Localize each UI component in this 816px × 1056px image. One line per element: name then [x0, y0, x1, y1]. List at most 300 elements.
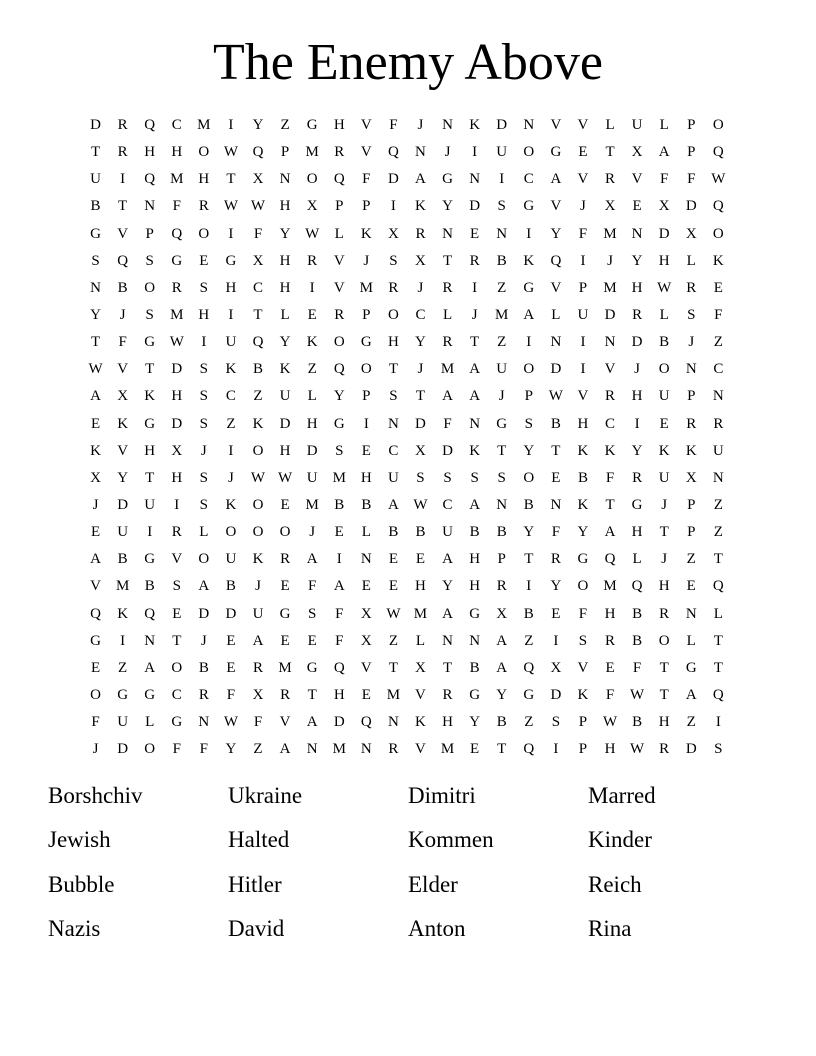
grid-letter: M: [278, 659, 292, 676]
grid-letter: S: [389, 388, 398, 405]
letter-grid: [82, 112, 732, 763]
grid-letter: X: [604, 198, 616, 215]
grid-letter: K: [415, 198, 426, 215]
grid-letter: J: [661, 551, 668, 568]
grid-letter: X: [252, 687, 264, 704]
grid-letter: L: [551, 307, 561, 324]
grid-letter: V: [577, 388, 589, 405]
grid-row: [82, 275, 732, 302]
word-list: [48, 778, 768, 955]
grid-letter: W: [223, 714, 239, 731]
grid-letter: Y: [577, 524, 589, 541]
grid-letter: D: [685, 198, 697, 215]
grid-letter: B: [388, 524, 399, 541]
grid-letter: I: [228, 117, 234, 134]
word-list-item: Elder: [408, 871, 458, 897]
grid-letter: I: [499, 171, 505, 188]
grid-letter: R: [388, 741, 399, 758]
grid-letter: I: [580, 252, 586, 269]
grid-letter: M: [305, 144, 319, 161]
grid-letter: X: [117, 388, 129, 405]
grid-letter: K: [252, 551, 264, 568]
grid-letter: E: [280, 497, 290, 514]
grid-letter: U: [496, 361, 508, 378]
grid-letter: M: [359, 279, 373, 296]
grid-letter: G: [523, 279, 535, 296]
grid-row: [82, 438, 732, 465]
grid-letter: V: [550, 117, 562, 134]
grid-letter: T: [659, 659, 669, 676]
grid-letter: S: [199, 415, 209, 432]
grid-letter: K: [577, 497, 589, 514]
grid-letter: H: [442, 714, 453, 731]
grid-letter: C: [605, 415, 616, 432]
grid-letter: Q: [523, 741, 535, 758]
grid-letter: C: [415, 307, 426, 324]
grid-letter: R: [496, 578, 507, 595]
grid-letter: N: [306, 741, 318, 758]
grid-letter: G: [171, 714, 183, 731]
grid-letter: Y: [333, 388, 345, 405]
grid-letter: E: [361, 578, 371, 595]
grid-letter: T: [551, 442, 561, 459]
grid-letter: O: [90, 687, 101, 704]
grid-letter: V: [333, 279, 345, 296]
grid-letter: G: [306, 117, 318, 134]
grid-letter: W: [278, 469, 293, 486]
grid-letter: Y: [252, 117, 264, 134]
word-list-item: Reich: [588, 871, 642, 897]
grid-letter: N: [279, 171, 291, 188]
grid-letter: S: [145, 307, 154, 324]
grid-letter: O: [252, 497, 264, 514]
grid-letter: R: [605, 171, 616, 188]
grid-letter: B: [523, 605, 534, 622]
grid-letter: X: [360, 632, 372, 649]
grid-letter: B: [550, 415, 561, 432]
grid-letter: C: [523, 171, 534, 188]
grid-letter: D: [279, 415, 291, 432]
grid-letter: T: [90, 144, 101, 161]
grid-letter: J: [200, 632, 207, 649]
grid-letter: N: [523, 117, 535, 134]
grid-letter: Y: [442, 198, 453, 215]
grid-letter: U: [90, 171, 101, 188]
grid-letter: D: [631, 334, 643, 351]
grid-letter: Q: [333, 659, 345, 676]
grid-letter: U: [144, 497, 156, 514]
grid-letter: Y: [415, 334, 426, 351]
grid-letter: N: [144, 198, 156, 215]
grid-letter: V: [604, 361, 616, 378]
grid-letter: U: [387, 469, 399, 486]
grid-letter: E: [415, 551, 426, 568]
grid-letter: T: [388, 361, 398, 378]
grid-letter: R: [334, 307, 345, 324]
grid-letter: U: [252, 605, 264, 622]
grid-letter: O: [360, 361, 372, 378]
grid-letter: A: [496, 659, 508, 676]
grid-letter: S: [307, 605, 317, 622]
grid-letter: Z: [226, 415, 236, 432]
grid-row: [82, 519, 732, 546]
grid-letter: T: [226, 171, 236, 188]
grid-letter: E: [578, 144, 588, 161]
grid-letter: M: [440, 741, 455, 758]
grid-letter: K: [685, 442, 697, 459]
grid-letter: G: [90, 225, 101, 242]
grid-letter: T: [470, 334, 480, 351]
grid-letter: A: [198, 578, 210, 595]
grid-letter: A: [252, 632, 264, 649]
grid-letter: L: [199, 524, 209, 541]
grid-letter: E: [334, 524, 344, 541]
grid-letter: N: [415, 144, 426, 161]
grid-letter: V: [279, 714, 291, 731]
grid-letter: A: [469, 497, 481, 514]
grid-letter: T: [605, 497, 615, 514]
grid-letter: J: [92, 741, 99, 758]
grid-letter: E: [280, 578, 290, 595]
grid-letter: N: [685, 605, 697, 622]
grid-letter: I: [147, 524, 153, 541]
grid-letter: E: [361, 442, 371, 459]
grid-letter: Y: [225, 741, 237, 758]
grid-letter: S: [416, 469, 425, 486]
word-list-item: David: [228, 915, 285, 941]
grid-letter: X: [415, 659, 426, 676]
grid-letter: A: [279, 741, 291, 758]
grid-letter: S: [578, 632, 588, 649]
grid-letter: A: [442, 551, 453, 568]
grid-letter: Z: [253, 388, 263, 405]
grid-letter: K: [225, 497, 237, 514]
grid-letter: D: [333, 714, 345, 731]
grid-letter: N: [712, 388, 724, 405]
grid-letter: J: [498, 388, 505, 405]
grid-letter: S: [145, 252, 154, 269]
grid-letter: Q: [550, 252, 562, 269]
grid-row: [82, 356, 732, 383]
grid-letter: B: [253, 361, 264, 378]
grid-letter: H: [469, 578, 481, 595]
grid-letter: I: [201, 334, 207, 351]
grid-letter: N: [90, 279, 101, 296]
grid-letter: N: [387, 415, 399, 432]
grid-letter: K: [117, 605, 129, 622]
grid-letter: M: [413, 605, 428, 622]
grid-letter: R: [280, 551, 291, 568]
grid-letter: H: [171, 469, 183, 486]
grid-letter: T: [442, 252, 453, 269]
grid-letter: R: [415, 225, 426, 242]
grid-letter: B: [632, 632, 643, 649]
grid-letter: D: [387, 171, 399, 188]
grid-letter: A: [604, 524, 616, 541]
grid-letter: F: [362, 171, 371, 188]
grid-letter: A: [658, 144, 670, 161]
grid-letter: S: [443, 469, 452, 486]
page-title: The Enemy Above: [213, 34, 603, 91]
grid-letter: F: [172, 741, 181, 758]
grid-letter: Z: [307, 361, 317, 378]
grid-letter: L: [659, 117, 669, 134]
grid-letter: V: [577, 171, 589, 188]
grid-letter: A: [469, 361, 481, 378]
grid-letter: Y: [631, 252, 643, 269]
grid-letter: J: [363, 252, 370, 269]
grid-letter: V: [360, 144, 372, 161]
grid-letter: X: [171, 442, 183, 459]
grid-letter: W: [250, 469, 266, 486]
grid-letter: S: [551, 714, 561, 731]
grid-letter: D: [171, 361, 183, 378]
grid-letter: H: [171, 388, 183, 405]
grid-letter: E: [388, 578, 398, 595]
grid-letter: K: [577, 442, 589, 459]
grid-letter: G: [685, 659, 697, 676]
grid-letter: E: [388, 551, 398, 568]
grid-letter: D: [415, 415, 426, 432]
grid-letter: F: [335, 605, 344, 622]
grid-letter: D: [469, 198, 481, 215]
grid-letter: E: [307, 307, 317, 324]
grid-letter: M: [305, 497, 319, 514]
grid-letter: D: [550, 361, 562, 378]
grid-letter: I: [174, 497, 180, 514]
grid-letter: I: [526, 578, 532, 595]
grid-letter: I: [336, 551, 342, 568]
grid-row: [82, 682, 732, 709]
grid-letter: C: [171, 687, 182, 704]
grid-letter: D: [442, 442, 453, 459]
grid-letter: Z: [524, 632, 534, 649]
grid-letter: B: [117, 279, 128, 296]
grid-row: [82, 112, 732, 139]
grid-row: [82, 221, 732, 248]
grid-letter: R: [605, 632, 616, 649]
grid-letter: L: [280, 307, 290, 324]
grid-letter: L: [334, 225, 344, 242]
grid-letter: X: [685, 469, 697, 486]
grid-letter: R: [117, 144, 128, 161]
grid-letter: B: [632, 714, 643, 731]
grid-letter: Q: [333, 171, 345, 188]
grid-letter: T: [145, 361, 155, 378]
grid-letter: T: [713, 659, 723, 676]
grid-letter: I: [228, 307, 234, 324]
grid-letter: P: [335, 198, 344, 215]
grid-letter: K: [279, 361, 291, 378]
grid-letter: X: [252, 171, 264, 188]
grid-row: [82, 709, 732, 736]
grid-letter: I: [120, 171, 126, 188]
grid-letter: P: [362, 198, 371, 215]
grid-letter: R: [605, 388, 616, 405]
grid-letter: R: [659, 605, 670, 622]
grid-letter: W: [305, 225, 320, 242]
grid-letter: X: [415, 252, 426, 269]
grid-letter: B: [496, 524, 507, 541]
grid-letter: W: [386, 605, 401, 622]
grid-row: [82, 383, 732, 410]
grid-letter: B: [496, 714, 507, 731]
grid-letter: B: [361, 497, 372, 514]
grid-letter: M: [332, 741, 346, 758]
grid-letter: N: [631, 225, 643, 242]
grid-letter: H: [333, 687, 345, 704]
grid-letter: Q: [252, 334, 264, 351]
grid-letter: E: [90, 524, 101, 541]
grid-letter: G: [90, 632, 101, 649]
grid-letter: A: [685, 687, 697, 704]
grid-letter: V: [117, 225, 129, 242]
grid-letter: S: [470, 469, 479, 486]
grid-letter: V: [333, 252, 345, 269]
grid-letter: M: [603, 279, 617, 296]
grid-letter: I: [553, 632, 559, 649]
grid-letter: V: [577, 659, 589, 676]
grid-letter: X: [252, 252, 264, 269]
grid-letter: N: [550, 334, 562, 351]
grid-letter: O: [198, 144, 210, 161]
grid-letter: R: [198, 198, 209, 215]
word-list-item: Rina: [588, 915, 632, 941]
grid-letter: D: [90, 117, 101, 134]
grid-letter: L: [145, 714, 155, 731]
grid-letter: I: [580, 361, 586, 378]
grid-letter: O: [523, 144, 535, 161]
grid-letter: I: [580, 334, 586, 351]
grid-letter: E: [172, 605, 182, 622]
grid-letter: G: [577, 551, 589, 568]
grid-letter: T: [90, 334, 101, 351]
grid-letter: S: [199, 388, 209, 405]
grid-row: [82, 329, 732, 356]
grid-letter: S: [524, 415, 533, 432]
grid-letter: S: [199, 279, 209, 296]
grid-letter: S: [714, 741, 723, 758]
grid-letter: J: [417, 361, 424, 378]
word-list-item: Kommen: [408, 827, 494, 853]
grid-letter: S: [199, 361, 209, 378]
grid-letter: Q: [712, 198, 724, 215]
grid-letter: G: [171, 252, 183, 269]
grid-letter: P: [578, 279, 588, 296]
grid-letter: K: [469, 442, 481, 459]
grid-letter: F: [226, 687, 236, 704]
grid-row: [82, 411, 732, 438]
grid-letter: K: [523, 252, 535, 269]
grid-letter: K: [577, 687, 589, 704]
grid-letter: S: [335, 442, 344, 459]
grid-letter: I: [390, 198, 396, 215]
grid-letter: R: [117, 117, 128, 134]
grid-letter: J: [200, 442, 207, 459]
grid-row: [82, 465, 732, 492]
grid-letter: L: [605, 117, 615, 134]
grid-letter: H: [469, 551, 481, 568]
grid-letter: Q: [604, 551, 616, 568]
grid-letter: Y: [442, 578, 453, 595]
grid-letter: W: [223, 198, 239, 215]
grid-letter: N: [144, 632, 156, 649]
grid-letter: O: [387, 307, 399, 324]
word-list-item: Jewish: [48, 827, 111, 853]
grid-letter: W: [602, 714, 618, 731]
grid-letter: M: [603, 225, 617, 242]
grid-row: [82, 139, 732, 166]
grid-letter: S: [497, 198, 506, 215]
grid-letter: F: [199, 741, 209, 758]
grid-letter: B: [577, 469, 588, 486]
grid-letter: H: [604, 605, 616, 622]
grid-letter: E: [713, 279, 723, 296]
grid-letter: P: [145, 225, 154, 242]
grid-letter: B: [469, 524, 480, 541]
grid-letter: K: [604, 442, 616, 459]
grid-letter: P: [578, 741, 588, 758]
grid-letter: J: [92, 497, 99, 514]
grid-letter: U: [631, 117, 643, 134]
grid-letter: R: [198, 687, 209, 704]
grid-letter: R: [280, 687, 291, 704]
grid-letter: B: [117, 551, 128, 568]
grid-letter: B: [198, 659, 209, 676]
grid-letter: S: [172, 578, 181, 595]
grid-letter: Y: [279, 225, 291, 242]
grid-letter: A: [523, 307, 535, 324]
grid-letter: P: [362, 307, 371, 324]
grid-letter: D: [306, 442, 318, 459]
grid-letter: U: [306, 469, 318, 486]
grid-letter: P: [687, 497, 696, 514]
grid-letter: L: [713, 605, 723, 622]
grid-row: [82, 166, 732, 193]
grid-letter: H: [279, 252, 291, 269]
word-list-item: Nazis: [48, 915, 101, 941]
grid-letter: H: [198, 307, 210, 324]
grid-letter: O: [658, 632, 670, 649]
grid-letter: N: [442, 225, 453, 242]
grid-letter: B: [659, 334, 670, 351]
grid-letter: A: [415, 171, 426, 188]
grid-letter: U: [117, 714, 129, 731]
grid-letter: U: [658, 469, 670, 486]
grid-letter: S: [389, 252, 398, 269]
grid-letter: D: [225, 605, 237, 622]
grid-letter: I: [228, 442, 234, 459]
grid-letter: J: [309, 524, 316, 541]
grid-letter: F: [443, 415, 452, 432]
grid-letter: F: [605, 687, 615, 704]
grid-letter: T: [524, 551, 534, 568]
grid-letter: H: [306, 415, 318, 432]
grid-letter: S: [199, 497, 209, 514]
grid-letter: G: [306, 659, 318, 676]
grid-row: [82, 573, 732, 600]
grid-letter: R: [632, 307, 643, 324]
grid-letter: G: [523, 198, 535, 215]
grid-letter: G: [279, 605, 291, 622]
grid-letter: N: [360, 741, 372, 758]
grid-letter: J: [417, 117, 424, 134]
grid-letter: F: [307, 578, 317, 595]
grid-letter: T: [253, 307, 263, 324]
grid-letter: A: [469, 388, 481, 405]
grid-letter: K: [90, 442, 101, 459]
grid-row: [82, 248, 732, 275]
